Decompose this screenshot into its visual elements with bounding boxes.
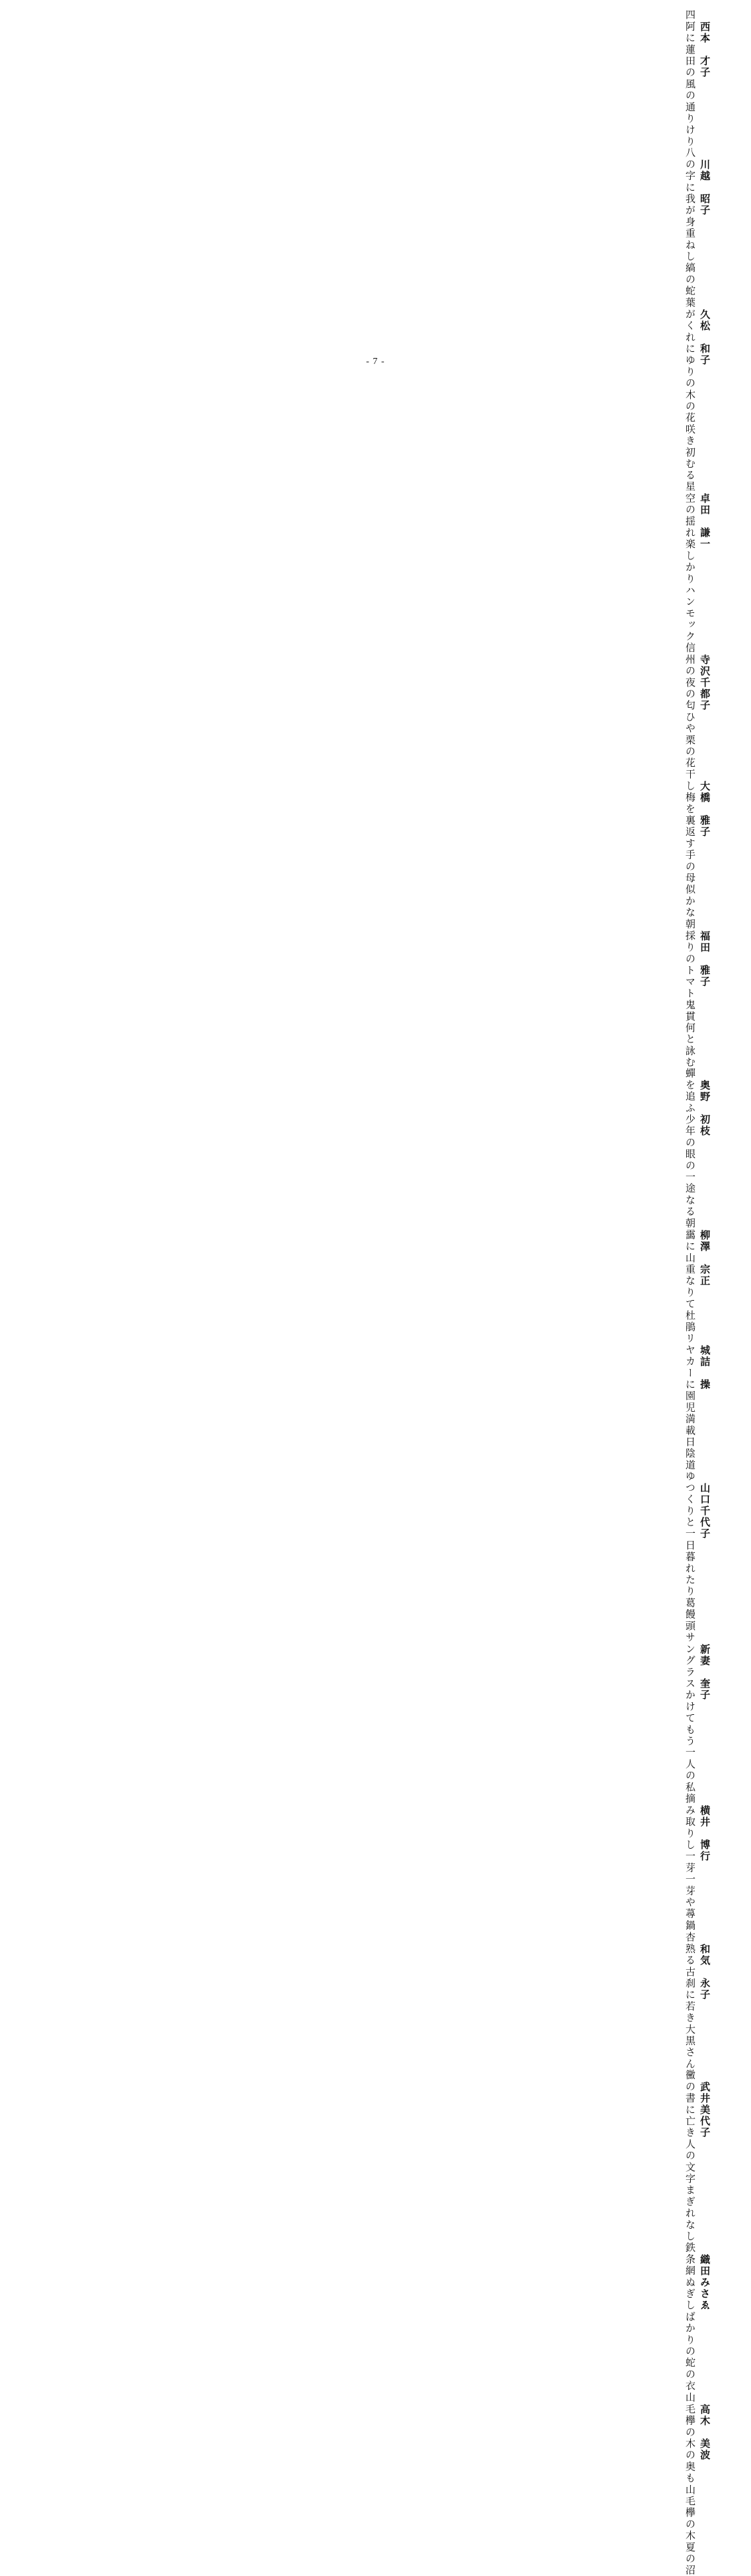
poem-author: 城詰 操 — [699, 1345, 711, 1391]
poem-entry — [670, 1632, 712, 1793]
haiku-columns — [670, 9, 712, 2576]
poem-author: 山口千代子 — [699, 1483, 711, 1540]
poem-author: 武井美代子 — [699, 2081, 711, 2138]
poem-author: 織田みさゑ — [699, 2253, 711, 2311]
poem-author: 川越 昭子 — [699, 159, 711, 217]
poem-text: リヤカーに園児満載日陰道 — [684, 1333, 696, 1471]
poem-author: 西本 才子 — [699, 21, 711, 78]
poem-author: 奥野 初枝 — [699, 1080, 711, 1137]
poem-text: 朝採りのトマト鬼貫何と詠む — [684, 918, 696, 1069]
poem-entry — [670, 481, 712, 642]
poem-text: ゆつくりと一日暮れたり葛饅頭 — [684, 1471, 696, 1633]
poem-entry — [670, 1793, 712, 1931]
poem-author: 柳澤 宗正 — [699, 1230, 711, 1287]
poem-entry — [670, 769, 712, 919]
poem-text: 鉄条網ぬぎしばかりの蛇の衣 — [684, 2241, 696, 2392]
poem-entry — [670, 919, 712, 1069]
poem-entry — [670, 1471, 712, 1632]
poem-text: サングラスかけてもう一人の私 — [684, 1632, 696, 1794]
poem-entry — [670, 1068, 712, 1218]
poem-entry — [670, 642, 712, 769]
poem-entry — [670, 2069, 712, 2242]
poem-author: 大橋 雅子 — [699, 781, 711, 838]
page-number: - 7 - — [366, 357, 385, 367]
poem-text: 山毛欅の木の奥も山毛欅の木夏の沼 — [684, 2391, 696, 2576]
poem-entry — [670, 9, 712, 147]
poem-text: 四阿に蓮田の風の通りけり — [684, 9, 696, 148]
poem-text: 朝靄に山重なりて杜鵑 — [684, 1218, 696, 1333]
poem-entry — [670, 297, 712, 481]
poem-entry — [670, 147, 712, 297]
poem-text: 杏熟る古刹に若き大黒さん — [684, 1931, 696, 2069]
poem-text: 葉がくれにゆりの木の花咲き初むる — [684, 297, 696, 482]
poem-author: 久松 和子 — [699, 309, 711, 367]
poem-entry — [670, 2242, 712, 2392]
poem-author: 福田 雅子 — [699, 930, 711, 988]
poem-text: 黴の書に亡き人の文字まぎれなし — [684, 2069, 696, 2242]
poem-entry — [670, 1333, 712, 1471]
poem-author: 寺沢千都子 — [699, 654, 711, 712]
poem-text: 摘み取りし一芽一芽や蕁鍋 — [684, 1793, 696, 1932]
poem-author: 高木 美波 — [699, 2403, 711, 2461]
poem-text: 干し梅を裏返す手の母似かな — [684, 769, 696, 919]
poem-text: 蟬を追ふ少年の眼の一途なる — [684, 1068, 696, 1218]
poem-entry — [670, 1218, 712, 1333]
poem-author: 横井 博行 — [699, 1805, 711, 1863]
poem-author: 和気 永子 — [699, 1943, 711, 2001]
poem-entry — [670, 2392, 712, 2576]
poem-entry — [670, 1932, 712, 2069]
poem-text: 信州の夜の匂ひや栗の花 — [684, 642, 696, 769]
poem-text: 八の字に我が身重ねし縞の蛇 — [684, 147, 696, 298]
poem-text: 星空の揺れ楽しかりハンモック — [684, 481, 696, 643]
poem-author: 卓田 謙一 — [699, 493, 711, 551]
poem-author: 新妻 奎子 — [699, 1644, 711, 1701]
